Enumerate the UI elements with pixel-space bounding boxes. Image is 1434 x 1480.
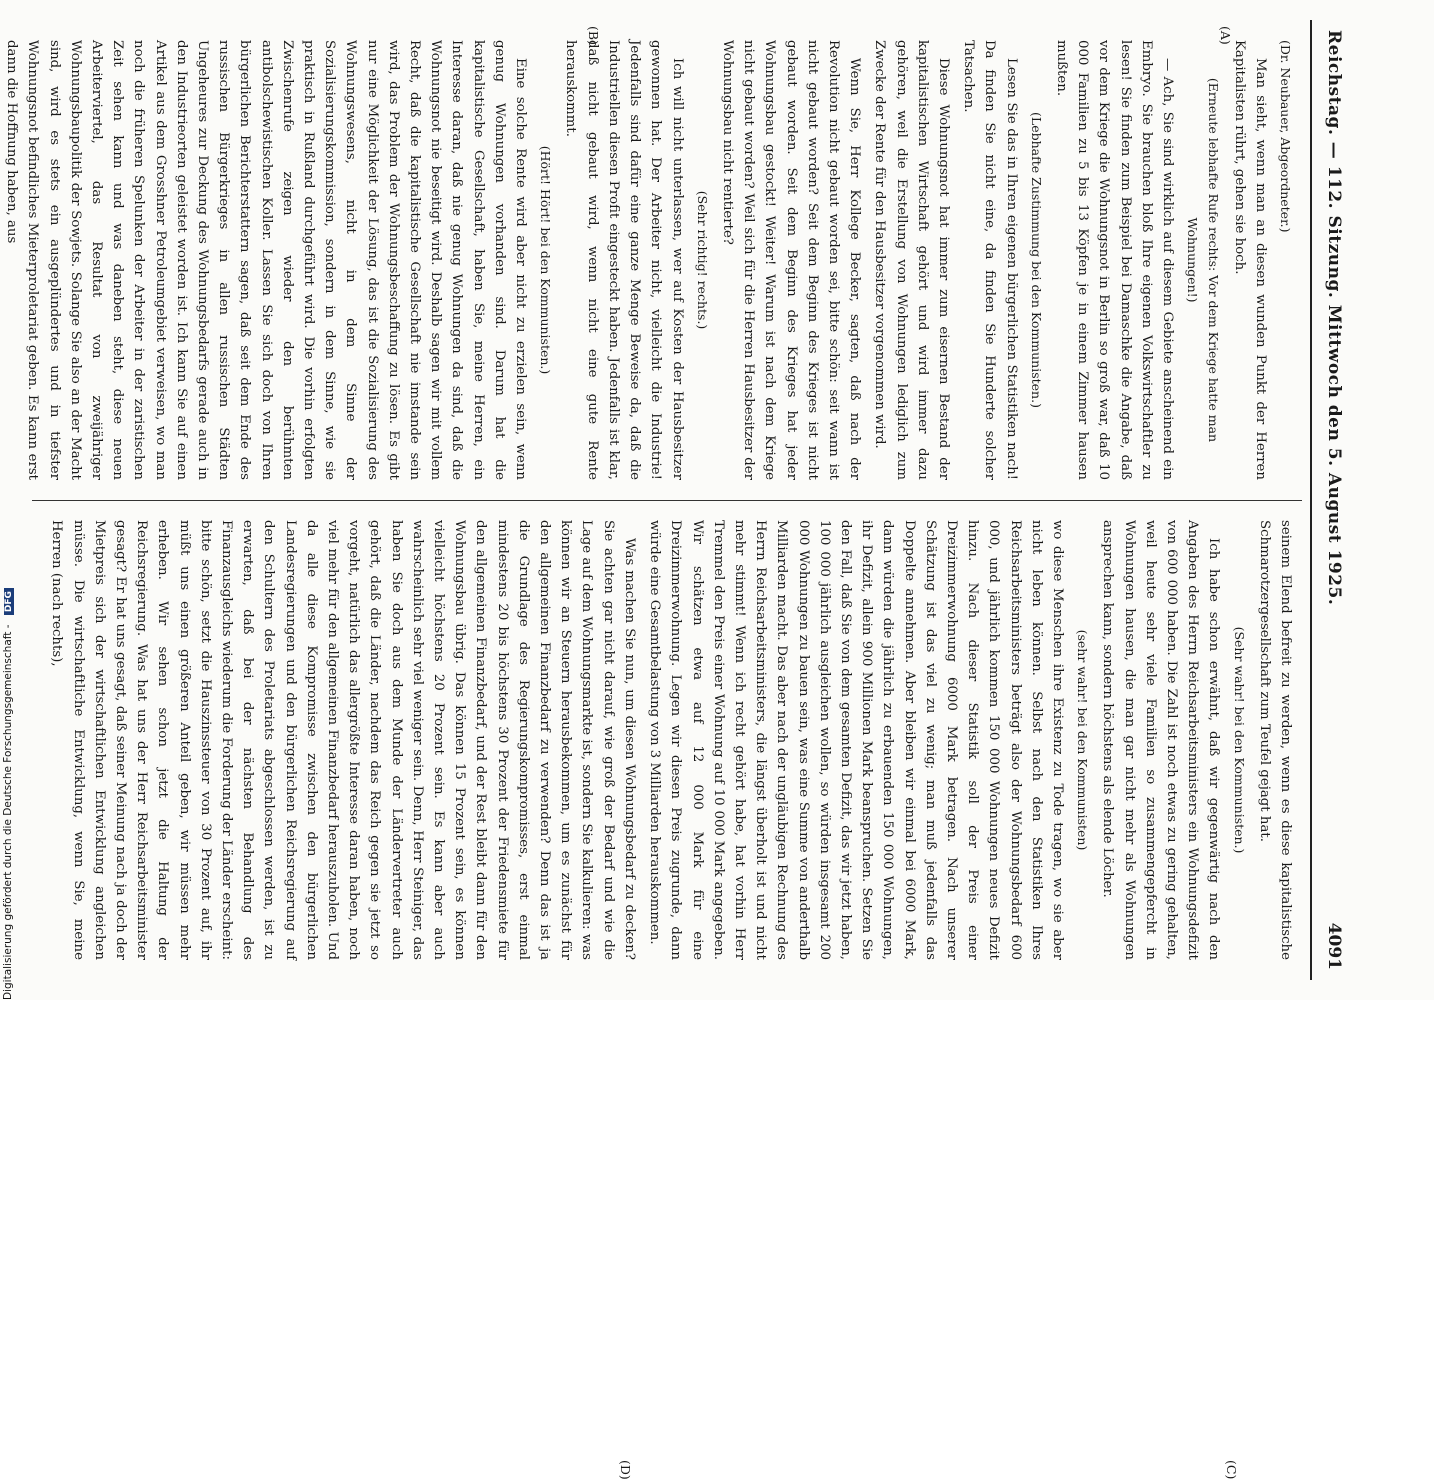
paragraph: seinem Elend befreit zu werden, wenn es diese kapitalistische Schmarotzergesellschaft zum Teufel gejagt hat. <box>1256 520 1293 960</box>
interjection: (Sehr wahr! bei den Kommunisten.) <box>1231 626 1247 854</box>
left-column <box>0 26 1296 480</box>
paragraph: Was machen Sie nun, um diesen Wohnungsbedarf zu decken? Sie achten gar nicht darauf, wie groß der Bedarf und wie die Lage auf dem Wohnungsmarkte ist, sondern Sie kalkulieren: was können wir an Steuern herausbekommen, um es zunächst für den allgemeinen Finanzbedarf zu verwenden? Denn das ist ja die Grundlage des Regierungskompromisses, erst einmal mindestens 20 bis höchstens 30 Prozent der Friedensmiete für den allgemeinen Finanzbedarf, und der Rest bleibt dann für den Wohnungsbau übrig. Das können 15 Prozent sein, es können vielleicht höchstens 20 Prozent sein. Es kann aber auch wahrscheinlich sehr viel weniger sein. Denn, Herr Steiniger, das haben Sie doch aus dem Munde der Ländervertreter auch gehört, daß die Länder, nachdem das Reich gegen sie jetzt so vorgeht, natürlich das allergrößte Interesse daran haben, noch viel mehr für den allgemeinen Finanzbedarf herauszuholen. Und da alle diese Kompromisse zwischen den bürgerlichen Landesregierungen und den bürgerlichen Reichsregierung auf den Schultern des Proletariats abgeschlossen werden, ist zu erwarten, daß bei der nächsten Behandlung des Finanzausgleichs wiederum die Forderung der Länder erscheint: bitte schön, setzt die Hauszinssteuer von 30 Prozent auf, ihr müßt uns einen größeren Anteil geben, wir müssen mehr erheben. Wir sehen schon jetzt die Haltung der Reichsregierung. Was hat uns der Herr Reichsarbeitsminister gesagt? Er hat uns gesagt, daß seiner Meinung nach ja doch der Mietpreis sich der wirtschaftlichen Entwicklung angleichen müsse. Die wirtschaftliche Entwicklung, wenn Sie, meine Herren (nach rechts), <box>49 520 637 960</box>
header-rule <box>1310 20 1312 980</box>
margin-marker-d: (D) <box>618 1460 633 1480</box>
paragraph: Ich will nicht unterlassen, wer auf Kosten der Hausbesitzer gewonnen hat. Der Arbeiter nicht, vielleicht die Industrie! Jedenfalls sind dafür eine ganze Menge Beweise da, daß die Industriellen diesen Profit eingesteckt haben. Jedenfalls ist klar, daß nicht gebaut wird, wenn nicht eine gute Rente herauskommt. <box>563 40 685 480</box>
margin-marker-a: (A) <box>1218 26 1233 45</box>
interjection: (sehr wahr! bei den Kommunisten) <box>1075 629 1091 851</box>
paragraph: Lesen Sie das in Ihren eigenen bürgerlichen Statistiken nach! Da finden Sie nicht eine, da finden Sie Hunderte solcher Tatsachen. <box>961 40 1019 480</box>
paragraph: Wenn Sie, Herr Kollege Becker, sagten, daß nach der Revolution nicht gebaut worden sei, bitte schön: seit wann ist nicht gebaut worden? Seit dem Beginn des Krieges ist nicht gebaut worden. Seit dem Beginn des Krieges hat jeder Wohnungsbau gestockt! Weiter! Warum ist nach dem Kriege nicht gebaut worden? Weil sich für die Herren Hausbesitzer der Wohnungsbau nicht rentierte? <box>719 40 863 480</box>
margin-marker-b: (B) <box>586 26 601 45</box>
interjection: (Lebhafte Zustimmung bei den Kommunisten.) <box>1028 112 1044 408</box>
interjection: (Hört! Hört! bei den Kommunisten.) <box>538 145 554 375</box>
running-title: Reichstag. — 112. Sitzung. Mittwoch den 5. August 1925. <box>1324 30 1344 606</box>
interjection: (Erneute lebhafte Rufe rechts: Vor dem Kriege hatte man Wohnungen!) <box>1185 77 1222 443</box>
page-header <box>1308 20 1352 980</box>
paragraph: — Ach, Sie sind wirklich auf diesem Gebiete anscheinend ein Embryo. Sie brauchen bloß Ihre eigenen Volkswirtschaftler zu lesen! Sie finden zum Beispiel bei Damaschke die Angabe, daß vor dem Kriege die Wohnungsnot in Berlin so groß war, daß 10 000 Familien zu 5 bis 13 Köpfen je in einem Zimmer hausen mußten. <box>1053 40 1175 480</box>
column-divider <box>32 500 1302 501</box>
paragraph: Eine solche Rente wird aber nicht zu erzielen sein, wenn genug Wohnungen vorhanden sind. Darum hat die kapitalistische Gesellschaft, haben Sie, meine Herren, ein Interesse daran, daß nie genug Wohnungen da sind, daß die Wohnungsnot nie beseitigt wird. Deshalb sagen wir mit vollem Recht, daß die kapitalistische Gesellschaft nie imstande sein wird, das Problem der Wohnungsbeschaffung zu lösen. Es gibt nur eine Möglichkeit der Lösung, das ist die Sozialisierung des Wohnungswesens, nicht in dem Sinne der Sozialisierungskommission, sondern in dem Sinne, wie sie praktisch in Rußland durchgeführt wird. Die vorhin erfolgten Zwischenrufe zeigen wieder den berühmten antibolschewistischen Koller. Lassen Sie sich doch von Ihren bürgerlichen Berichterstattern sagen, daß seit dem Ende des russischen Bürgerkrieges in allen russischen Städten Ungeheures zur Deckung des Wohnungsbedarfs gerade auch in den Industrieorten geleistet worden ist. Ich kann Sie auf einen Artikel aus dem Grosshner Petroleumgebiet verweisen, wo man noch die früheren Spelunken der Arbeiter in der zaristischen Zeit sehen kann und was daneben steht, diese neuen Arbeiterviertel, das Resultat von zweijähriger Wohnungsbaupolitik der Sowjets. Solange Sie also an der Macht sind, wird es stets ein ausgeplündertes und in tiefster Wohnungsnot befindliches Mieterproletariat geben. Es kann erst dann die Hoffnung haben, aus <box>4 40 529 480</box>
paragraph: Man sieht, wenn man an diesen wunden Punkt der Herren Kapitalisten rührt, gehen sie hoch. <box>1231 40 1268 480</box>
digitization-credit <box>2 0 16 1000</box>
right-column <box>42 520 1296 1480</box>
dfg-logo: DFG <box>4 588 14 615</box>
paragraph: Ich habe schon erwähnt, daß wir gegenwärtig nach den Angaben des Herrn Reichsarbeitsministers ein Wohnungsdefizit von 600 000 haben. Die Zahl ist noch etwas zu gering gehalten, weil heute sehr viele Familien so zusammengepfercht in Wohnungen hausen, die man gar nicht mehr als Wohnungen ansprechen kann, sondern höchstens als elende Löcher. <box>1100 520 1222 960</box>
interjection: (Sehr richtig! rechts.) <box>694 190 710 330</box>
page-number: 4091 <box>1324 922 1344 970</box>
speaker-line: (Dr. Neubauer, Abgeordneter.) <box>1278 40 1293 233</box>
paragraph: Diese Wohnungsnot hat immer zum eisernen Bestand der kapitalistischen Wirtschaft gehört und wird immer dazu gehören, weil die Erstellung von Wohnungen lediglich zum Zwecke der Rente für den Hausbesitzer vorgenommen wird. <box>872 40 951 480</box>
margin-marker-c: (C) <box>1224 1460 1239 1480</box>
paragraph: wo diese Menschen ihre Existenz zu Tode tragen, wo sie aber nicht leben können. Selbst nach den Statistiken Ihres Reichsarbeitsministers beträgt also der Wohnungsbedarf 600 000, und jährlich kommen 150 000 Wohnungen neues Defizit hinzu. Nach dieser Statistik soll der Preis einer Dreizimmerwohnung 6000 Mark betragen. Nach unserer Schätzung ist das viel zu wenig; man muß jedenfalls das Doppelte annehmen. Aber bleiben wir einmal bei 6000 Mark, dann würden die jährlich zu erbauenden 150 000 Wohnungen, ihr Defizit, allein 900 Millionen Mark beanspruchen. Setzen Sie den Fall, daß Sie von dem gesamten Defizit, das wir jetzt haben, 100 000 jährlich ausgleichen wollen, so würden insgesamt 200 000 Wohnungen zu bauen sein, was eine Summe von anderthalb Milliarden macht. Das aber nach der ungläubigen Rechnung des Herrn Reichsarbeitsministers, die längst überholt ist und nicht mehr stimmt! Wenn ich recht gehört habe, hat vorhin Herr Tremmel den Preis einer Wohnung auf 10 000 Mark angegeben. Wir schätzen etwa auf 12 000 Mark für eine Dreizimmerwohnung. Legen wir diesen Preis zugrunde, dann würde eine Gesamtbelastung von 3 Milliarden herauskommen. <box>647 520 1065 960</box>
credit-text: Digitalisierung gefördert durch die Deutsche Forschungsgemeinschaft - <box>2 624 14 1000</box>
